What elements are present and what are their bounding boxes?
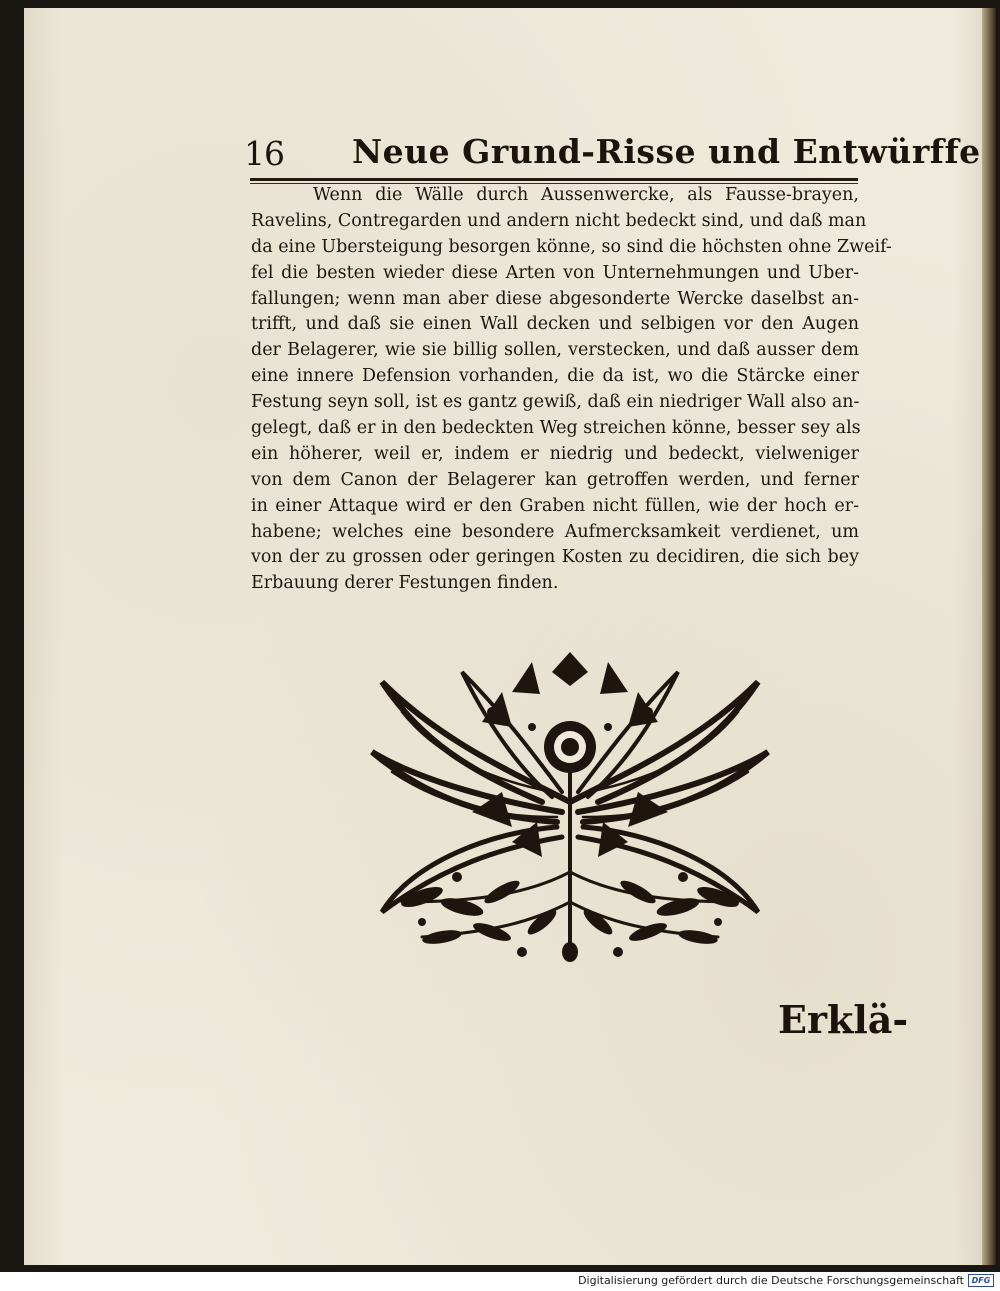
catchword: Erklä- [778,997,909,1042]
text-line: Erbauung derer Festungen finden. [251,573,559,594]
footer-credit: Digitalisierung gefördert durch die Deutsche Forschungsgemeinschaft [578,1274,964,1287]
text-line: Wenn die Wälle durch Aussenwercke, als Fausse-brayen, [313,185,859,205]
text-line: von der zu grossen oder geringen Kosten zu decidiren, die sich bey [251,547,859,568]
text-line: Ravelins, Contregarden und andern nicht bedeckt sind, und daß man [251,210,867,231]
text-line: gelegt, daß er in den bedeckten Weg streichen könne, besser sey als [251,418,861,439]
page-number: 16 [244,134,284,173]
text-line: habene; welches eine besondere Aufmercksamkeit verdienet, um [251,521,859,542]
text-line: eine innere Defension vorhanden, die da ist, wo die Stärcke einer [251,366,859,387]
text-line: ein höherer, weil er, indem er niedrig und bedeckt, vielweniger [251,443,859,464]
body-text [251,183,892,597]
text-line: in einer Attaque wird er den Graben nicht füllen, wie der hoch er- [251,495,859,516]
text-line: fallungen; wenn man aber diese abgesonderte Wercke daselbst an- [251,288,859,309]
text-line: der Belagerer, wie sie billig sollen, verstecken, und daß ausser dem [251,340,859,361]
floral-vignette-icon [362,652,778,962]
running-title: Neue Grund-Risse und Entwürffe [352,132,981,171]
text-line: da eine Ubersteigung besorgen könne, so sind die höchsten ohne Zweif- [251,236,892,257]
text-line: trifft, und daß sie einen Wall decken und selbigen vor den Augen [251,314,859,335]
header-rule [250,178,858,181]
text-line: fel die besten wieder diese Arten von Unternehmungen und Uber- [251,262,859,283]
text-line: von dem Canon der Belagerer kan getroffen werden, und ferner [251,469,859,490]
page-edge [982,8,996,1265]
page-header [244,128,981,178]
text-line: Festung seyn soll, ist es gantz gewiß, daß ein niedriger Wall also an- [251,392,860,413]
dfg-logo-icon: DFG [968,1274,994,1287]
